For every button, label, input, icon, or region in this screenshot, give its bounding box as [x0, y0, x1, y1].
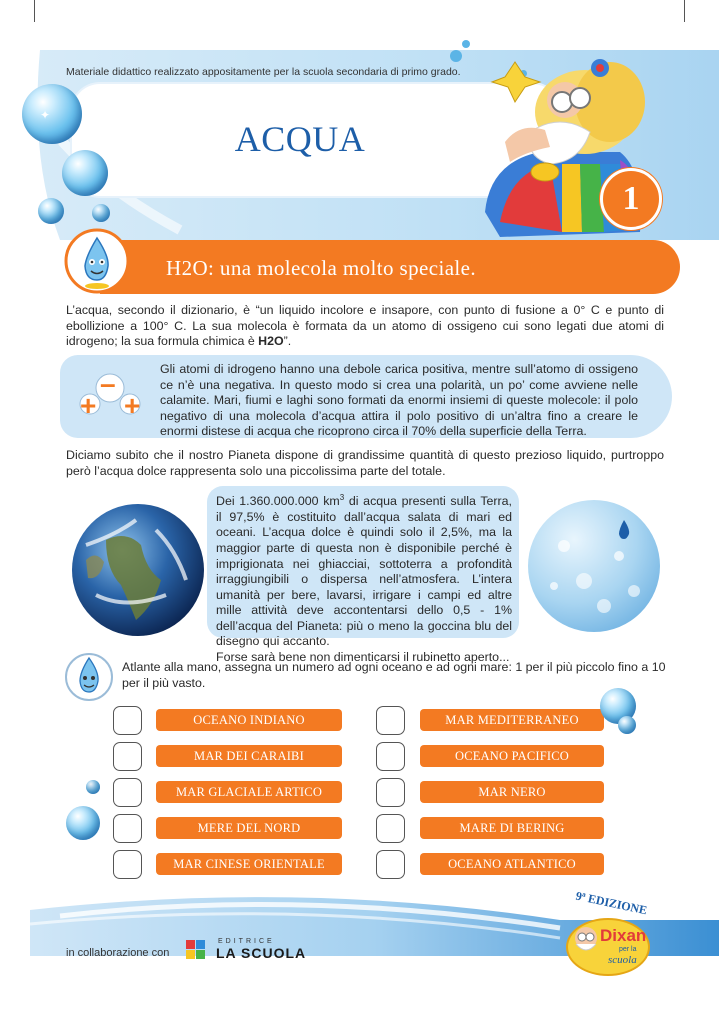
sea-label: MAR NERO — [420, 781, 604, 803]
brand-name: Dixan — [600, 926, 647, 945]
publisher-name: LA SCUOLA — [216, 945, 307, 961]
edition-label: 9ª EDIZIONE — [574, 888, 649, 918]
small-bubble — [450, 50, 462, 62]
brand-script: scuola — [608, 954, 637, 966]
water-bubble — [86, 780, 100, 794]
answer-box-left-3[interactable] — [113, 778, 142, 807]
water-bubble — [92, 204, 110, 222]
sea-label: OCEANO ATLANTICO — [420, 853, 604, 875]
answer-box-left-5[interactable] — [113, 850, 142, 879]
answer-box-left-2[interactable] — [113, 742, 142, 771]
small-bubble — [462, 40, 470, 48]
sea-label: MAR DEI CARAIBI — [156, 745, 342, 767]
sea-label: OCEANO PACIFICO — [420, 745, 604, 767]
crop-mark — [34, 0, 35, 22]
water-bubble — [38, 198, 64, 224]
crop-mark — [684, 0, 685, 22]
water-sphere — [524, 496, 664, 636]
answer-box-left-1[interactable] — [113, 706, 142, 735]
plus-charge-right: + — [124, 390, 141, 421]
collab-text: in collaborazione con — [66, 947, 170, 959]
answer-box-right-1[interactable] — [376, 706, 405, 735]
facts-text: Dei 1.360.000.000 $km^3$ di acqua presenti sulla Terra, il 97,5% è costituito dall’acqua salata di mari ed oceani. L’acqua dolce è quindi solo il 2,5%, ma la maggior parte di questa non è disponibile perché è imprigionata nei ghiacciai, sottoterra a profondità irraggiungibili o dispersa nell’atmosfera. L’intera umanità per bere, lavarsi, irrigare i campi ed altre mille attività deve accontentarsi dello 0,5 - 1% dell’acqua del Pianeta: più o meno la goccina blu del disegno qui accanto. Forse sarà bene non dimenticarsi il rubinetto aperto... — [216, 493, 512, 665]
page-title: ACQUA — [234, 119, 366, 159]
answer-box-left-4[interactable] — [113, 814, 142, 843]
water-bubble — [22, 84, 82, 144]
molecule-text: Gli atomi di idrogeno hanno una debole carica positiva, mentre sull’atomo di ossigeno ce n’è una negativa. In questo modo si crea una polarità, un po’ come avviene nelle calamite. Mari, fiumi e laghi sono formati da enormi insiemi di queste molecole: il polo negativo di una molecola d’acqua attira il polo positivo di un’altra fino a creare le enormi distese di acqua che ricoprono circa il 70% della superficie della Terra. — [160, 362, 638, 439]
water-bubble — [66, 806, 100, 840]
answer-box-right-4[interactable] — [376, 814, 405, 843]
sea-label: MERE DEL NORD — [156, 817, 342, 839]
brand-small: per la — [619, 946, 637, 953]
sea-label: MAR CINESE ORIENTALE — [156, 853, 342, 875]
intro-paragraph: L’acqua, secondo il dizionario, è “un liquido incolore e insapore, con punto di fusione a 0° C e punto di ebollizione a 100° C. La sua molecola è formata da un atomo di ossigeno cui sono legati due atomi di idrogeno; la sua formula chimica è H2O”. — [66, 303, 664, 349]
header-note: Materiale didattico realizzato appositamente per la scuola secondaria di primo grado. — [66, 66, 461, 78]
answer-box-right-2[interactable] — [376, 742, 405, 771]
publisher-small: EDITRICE — [218, 938, 275, 945]
plus-charge-left: + — [80, 390, 97, 421]
dixan-mascot-icon — [570, 920, 602, 960]
sea-label: MAR MEDITERRANEO — [420, 709, 604, 731]
chapter-number: 1 — [600, 168, 662, 230]
water-bubble — [62, 150, 108, 196]
sea-label: MAR GLACIALE ARTICO — [156, 781, 342, 803]
planet-paragraph: Diciamo subito che il nostro Pianeta dispone di grandissime quantità di questo prezioso liquido, purtroppo però l’acqua dolce rappresenta solo una piccolissima parte del totale. — [66, 448, 664, 478]
exercise-instruction: Atlante alla mano, assegna un numero ad ogni oceano e ad ogni mare: 1 per il più piccolo fino a 10 per il più vasto. — [122, 660, 666, 690]
exercise-mascot — [64, 652, 114, 702]
earth-globe — [66, 500, 210, 640]
sea-label: OCEANO INDIANO — [156, 709, 342, 731]
sparkle-icon: ✦ — [40, 108, 51, 122]
answer-box-right-5[interactable] — [376, 850, 405, 879]
water-bubble — [618, 716, 636, 734]
water-drop-mascot — [64, 228, 130, 294]
section-subtitle: H2O: una molecola molto speciale. — [166, 256, 477, 280]
answer-box-right-3[interactable] — [376, 778, 405, 807]
sea-label: MARE DI BERING — [420, 817, 604, 839]
minus-charge: – — [100, 368, 116, 399]
publisher-logo-icon — [184, 938, 208, 962]
